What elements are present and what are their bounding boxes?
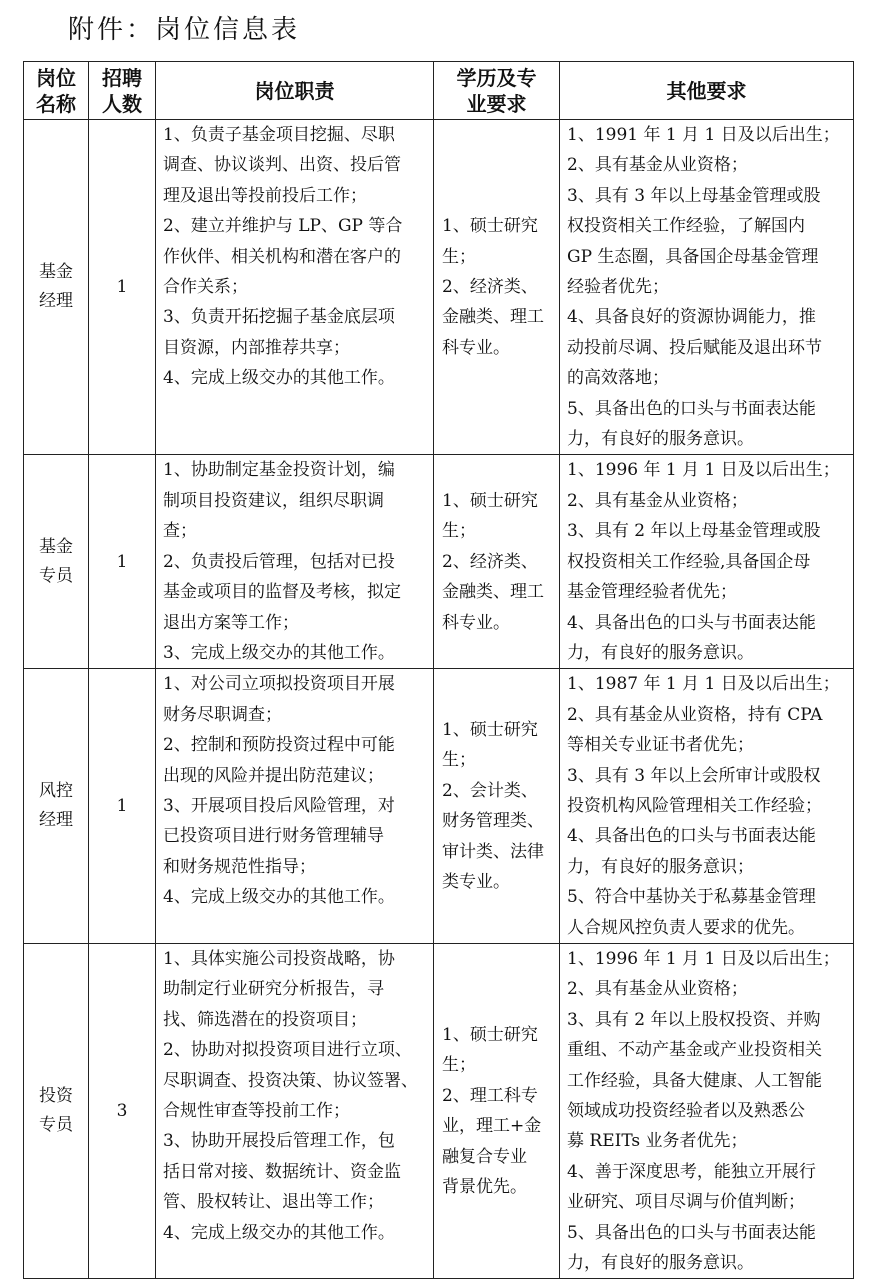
duty-line: 作伙伴、相关机构和潜在客户的 bbox=[163, 246, 401, 267]
edu-line: 生； bbox=[442, 521, 476, 542]
other-line: 1、1996 年 1 月 1 日及以后出生； bbox=[567, 460, 840, 481]
duty-line: 和财务规范性指导； bbox=[163, 856, 316, 877]
position-name-fund-manager bbox=[24, 120, 89, 455]
duty-line: 4、完成上级交办的其他工作。 bbox=[163, 368, 395, 389]
position-info-table bbox=[23, 61, 854, 1279]
other-line: 基金管理经验者优先； bbox=[567, 582, 737, 603]
duty-line: 查； bbox=[163, 521, 197, 542]
other-line: 2、具有基金从业资格； bbox=[567, 155, 748, 176]
edu-line: 财务管理类、 bbox=[442, 811, 544, 832]
duties-cell bbox=[156, 943, 434, 1278]
duty-line: 出现的风险并提出防范建议； bbox=[163, 765, 384, 786]
other-line: 1、1987 年 1 月 1 日及以后出生； bbox=[567, 674, 840, 695]
other-line: 力，有良好的服务意识。 bbox=[567, 1253, 754, 1274]
edu-line: 生； bbox=[442, 1055, 476, 1076]
duties-cell bbox=[156, 120, 434, 455]
other-line: 1、1991 年 1 月 1 日及以后出生； bbox=[567, 125, 840, 145]
education-cell bbox=[434, 120, 560, 455]
table-row bbox=[24, 943, 854, 1278]
name-line: 投资 bbox=[39, 1086, 73, 1107]
edu-line: 1、硕士研究 bbox=[442, 1024, 538, 1045]
other-requirements-cell bbox=[560, 455, 854, 669]
edu-line: 2、会计类、 bbox=[442, 780, 538, 801]
table-row bbox=[24, 669, 854, 944]
name-line: 专员 bbox=[39, 1115, 73, 1136]
edu-line: 科专业。 bbox=[442, 337, 510, 358]
table-row bbox=[24, 120, 854, 455]
duty-line: 1、具体实施公司投资战略，协 bbox=[163, 948, 395, 969]
duty-line: 调查、协议谈判、出资、投后管 bbox=[163, 155, 401, 176]
duty-line: 2、协助对拟投资项目进行立项、 bbox=[163, 1040, 412, 1061]
duty-line: 合规性审查等投前工作； bbox=[163, 1101, 350, 1121]
name-line: 专员 bbox=[39, 565, 73, 586]
other-line: 工作经验，具备大健康、人工智能 bbox=[567, 1070, 822, 1091]
name-line: 经理 bbox=[39, 291, 73, 312]
duty-line: 财务尽职调查； bbox=[163, 704, 282, 725]
other-line: 领域成功投资经验者以及熟悉公 bbox=[567, 1101, 805, 1121]
other-line: GP 生态圈，具备国企母基金管理 bbox=[567, 246, 819, 267]
other-line: 动投前尽调、投后赋能及退出环节 bbox=[567, 337, 822, 358]
other-line: 2、具有基金从业资格； bbox=[567, 979, 748, 1000]
other-line: 投资机构风险管理相关工作经验； bbox=[567, 795, 822, 816]
header-education: 学历及专 业要求 bbox=[434, 62, 560, 120]
duty-line: 理及退出等投前投后工作； bbox=[163, 185, 367, 206]
other-line: 重组、不动产基金或产业投资相关 bbox=[567, 1040, 822, 1061]
duty-line: 2、建立并维护与 LP、GP 等合 bbox=[163, 216, 403, 237]
position-name-investment-specialist bbox=[24, 943, 89, 1278]
edu-line: 融复合专业 bbox=[442, 1146, 527, 1167]
duty-line: 管、股权转让、退出等工作； bbox=[163, 1192, 384, 1213]
duty-line: 目资源，内部推荐共享； bbox=[163, 337, 350, 358]
other-requirements-cell bbox=[560, 120, 854, 455]
education-cell bbox=[434, 943, 560, 1278]
other-line: 4、具备良好的资源协调能力，推 bbox=[567, 307, 816, 328]
edu-line: 生； bbox=[442, 246, 476, 267]
duty-line: 4、完成上级交办的其他工作。 bbox=[163, 1222, 395, 1243]
other-line: 4、具备出色的口头与书面表达能 bbox=[567, 612, 816, 633]
other-line: 力，有良好的服务意识； bbox=[567, 856, 754, 877]
edu-line: 科专业。 bbox=[442, 612, 510, 633]
duty-line: 找、筛选潜在的投资项目； bbox=[163, 1009, 367, 1030]
duty-line: 4、完成上级交办的其他工作。 bbox=[163, 887, 395, 908]
duty-line: 3、完成上级交办的其他工作。 bbox=[163, 642, 395, 663]
other-line: 5、具备出色的口头与书面表达能 bbox=[567, 1222, 816, 1243]
other-line: 经验者优先； bbox=[567, 277, 669, 298]
edu-line: 1、硕士研究 bbox=[442, 490, 538, 511]
duty-line: 3、协助开展投后管理工作，包 bbox=[163, 1131, 395, 1152]
table-row bbox=[24, 455, 854, 669]
hire-count: 1 bbox=[89, 669, 156, 944]
page-title: 附件：岗位信息表 bbox=[68, 15, 301, 45]
duty-line: 助制定行业研究分析报告，寻 bbox=[163, 979, 384, 1000]
other-line: 力，有良好的服务意识。 bbox=[567, 642, 754, 663]
education-cell bbox=[434, 669, 560, 944]
other-line: 力，有良好的服务意识。 bbox=[567, 429, 754, 450]
duties-cell bbox=[156, 455, 434, 669]
table-header-row bbox=[24, 62, 854, 120]
other-line: 4、具备出色的口头与书面表达能 bbox=[567, 826, 816, 847]
other-line: 4、善于深度思考，能独立开展行 bbox=[567, 1161, 816, 1182]
other-line: 2、具有基金从业资格； bbox=[567, 490, 748, 511]
name-line: 风控 bbox=[39, 781, 73, 802]
other-requirements-cell bbox=[560, 943, 854, 1278]
other-line: 1、1996 年 1 月 1 日及以后出生； bbox=[567, 948, 840, 969]
duty-line: 合作关系； bbox=[163, 277, 248, 298]
name-line: 基金 bbox=[39, 262, 73, 283]
other-line: 募 REITs 业务者优先； bbox=[567, 1131, 748, 1152]
edu-line: 2、经济类、 bbox=[442, 277, 538, 298]
other-line: 等相关专业证书者优先； bbox=[567, 735, 754, 756]
education-cell bbox=[434, 455, 560, 669]
duty-line: 1、负责子基金项目挖掘、尽职 bbox=[163, 125, 395, 145]
name-line: 基金 bbox=[39, 536, 73, 557]
other-line: 3、具有 2 年以上股权投资、并购 bbox=[567, 1009, 821, 1030]
other-line: 人合规风控负责人要求的优先。 bbox=[567, 917, 805, 938]
other-line: 的高效落地； bbox=[567, 368, 669, 389]
header-hire-count: 招聘 人数 bbox=[89, 62, 156, 120]
duty-line: 制项目投资建议，组织尽职调 bbox=[163, 490, 384, 511]
other-line: 权投资相关工作经验，了解国内 bbox=[567, 216, 805, 237]
name-line: 经理 bbox=[39, 810, 73, 831]
duty-line: 2、负责投后管理，包括对已投 bbox=[163, 551, 395, 572]
duty-line: 退出方案等工作； bbox=[163, 612, 299, 633]
edu-line: 1、硕士研究 bbox=[442, 719, 538, 740]
hire-count: 3 bbox=[89, 943, 156, 1278]
edu-line: 生； bbox=[442, 750, 476, 771]
duty-line: 尽职调查、投资决策、协议签署、 bbox=[163, 1070, 418, 1091]
edu-line: 背景优先。 bbox=[442, 1177, 527, 1198]
other-line: 3、具有 3 年以上会所审计或股权 bbox=[567, 765, 821, 786]
duty-line: 基金或项目的监督及考核，拟定 bbox=[163, 582, 401, 603]
duty-line: 已投资项目进行财务管理辅导 bbox=[163, 826, 384, 847]
duties-cell bbox=[156, 669, 434, 944]
other-requirements-cell bbox=[560, 669, 854, 944]
position-name-risk-manager bbox=[24, 669, 89, 944]
edu-line: 2、理工科专 bbox=[442, 1085, 538, 1106]
position-name-fund-specialist bbox=[24, 455, 89, 669]
hire-count: 1 bbox=[89, 120, 156, 455]
header-duties: 岗位职责 bbox=[156, 62, 434, 120]
edu-line: 金融类、理工 bbox=[442, 307, 544, 328]
edu-line: 类专业。 bbox=[442, 871, 510, 892]
other-line: 5、符合中基协关于私募基金管理 bbox=[567, 887, 816, 908]
duty-line: 括日常对接、数据统计、资金监 bbox=[163, 1161, 401, 1182]
other-line: 权投资相关工作经验,具备国企母 bbox=[567, 551, 811, 572]
other-line: 5、具备出色的口头与书面表达能 bbox=[567, 398, 816, 419]
edu-line: 2、经济类、 bbox=[442, 551, 538, 572]
other-line: 3、具有 2 年以上母基金管理或股 bbox=[567, 521, 821, 542]
duty-line: 3、负责开拓挖掘子基金底层项 bbox=[163, 307, 395, 328]
edu-line: 审计类、法律 bbox=[442, 841, 544, 862]
edu-line: 1、硕士研究 bbox=[442, 216, 538, 237]
duty-line: 1、对公司立项拟投资项目开展 bbox=[163, 674, 395, 695]
edu-line: 金融类、理工 bbox=[442, 582, 544, 603]
duty-line: 3、开展项目投后风险管理，对 bbox=[163, 795, 395, 816]
duty-line: 1、协助制定基金投资计划，编 bbox=[163, 460, 395, 481]
header-other-requirements: 其他要求 bbox=[560, 62, 854, 120]
edu-line: 业，理工+金 bbox=[442, 1116, 542, 1137]
other-line: 2、具有基金从业资格，持有 CPA bbox=[567, 704, 823, 725]
header-position-name: 岗位 名称 bbox=[24, 62, 89, 120]
other-line: 业研究、项目尽调与价值判断； bbox=[567, 1192, 805, 1213]
other-line: 3、具有 3 年以上母基金管理或股 bbox=[567, 185, 821, 206]
hire-count: 1 bbox=[89, 455, 156, 669]
duty-line: 2、控制和预防投资过程中可能 bbox=[163, 735, 395, 756]
